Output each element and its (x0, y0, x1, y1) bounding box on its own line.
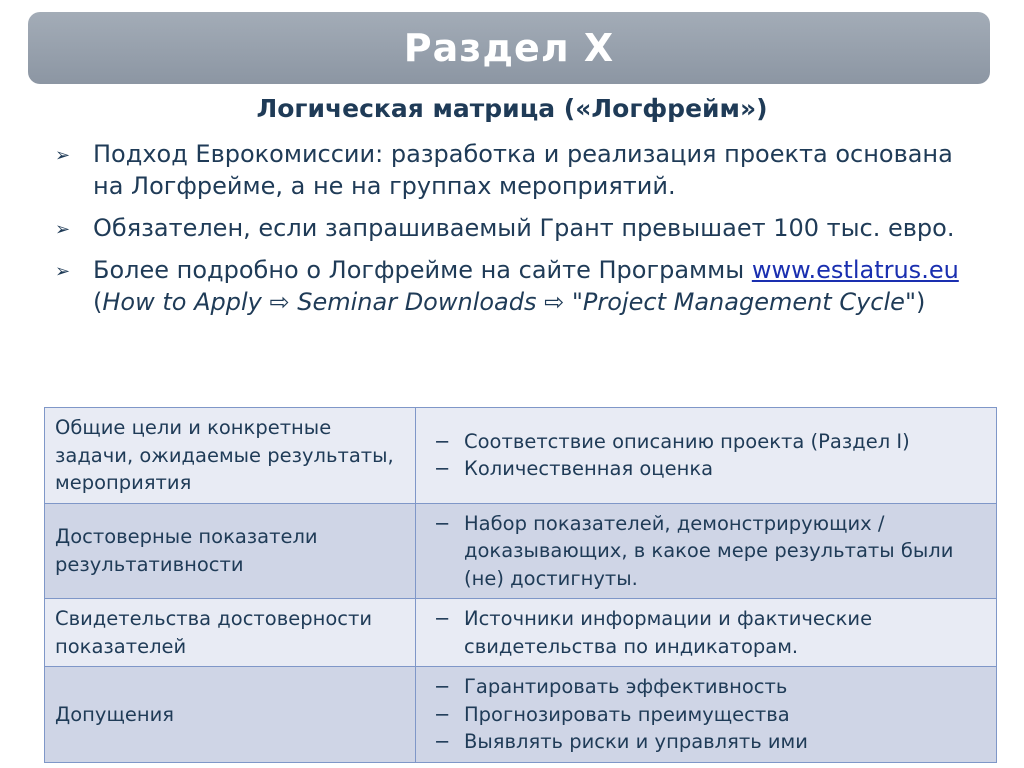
arrow-bullet-icon: ➢ (55, 219, 71, 240)
list-item (426, 428, 986, 456)
path-how-to-apply: How to Apply (102, 288, 262, 316)
item-text: Количественная оценка (464, 457, 714, 481)
table-row (45, 503, 997, 599)
dash-list (426, 605, 986, 660)
arrow-bullet-icon: ➢ (55, 261, 71, 282)
dash-icon: − (434, 457, 451, 481)
paren-close: ) (915, 288, 926, 316)
path-project-management-cycle: "Project Management Cycle" (571, 288, 916, 316)
list-item (426, 455, 986, 483)
item-text: Соответствие описанию проекта (Раздел I) (464, 429, 910, 453)
item-text: Набор показателей, демонстрирующих / доказывающих, в какое мере результаты были (не) достигнуты. (464, 511, 954, 590)
logframe-table (44, 407, 997, 763)
subtitle: Логическая матрица («Логфрейм») (256, 94, 768, 123)
title-bar (28, 12, 990, 84)
page-title: Раздел X (403, 26, 615, 70)
dash-icon: − (434, 511, 451, 535)
row-content (416, 503, 997, 599)
bullet-text: Подход Еврокомиссии: разработка и реализация проекта основана на Логфрейме, а не на группах мероприятий. (93, 140, 953, 200)
table-row (45, 599, 997, 667)
list-item (426, 728, 986, 756)
arrow-right-icon: ⇨ (544, 288, 565, 316)
dash-icon: − (434, 607, 451, 630)
row-label: Допущения (45, 667, 416, 763)
item-text: Гарантировать эффективность (464, 675, 788, 698)
dash-list (426, 673, 986, 756)
row-content (416, 667, 997, 763)
bullet-list (55, 138, 985, 328)
item-text: Выявлять риски и управлять ими (464, 730, 808, 753)
dash-icon: − (434, 429, 451, 453)
bullet-item (55, 254, 985, 318)
item-text: Прогнозировать преимущества (464, 702, 790, 726)
list-item (426, 701, 986, 729)
dash-icon: − (434, 675, 451, 698)
bullet-text: Более подробно о Логфрейме на сайте Программы (93, 256, 745, 284)
table-row (45, 667, 997, 763)
dash-list (426, 428, 986, 483)
dash-icon: − (434, 702, 451, 726)
bullet-text: Обязателен, если запрашиваемый Грант превышает 100 тыс. евро. (93, 214, 955, 242)
bullet-item (55, 138, 985, 202)
dash-list (426, 510, 986, 593)
paren-open: ( (93, 288, 103, 316)
row-label: Общие цели и конкретные задачи, ожидаемые результаты, мероприятия (45, 408, 416, 504)
bullet-item (55, 212, 985, 244)
list-item (426, 673, 986, 701)
arrow-right-icon: ⇨ (269, 288, 290, 316)
row-content (416, 599, 997, 667)
row-label: Достоверные показатели результативности (45, 503, 416, 599)
website-link[interactable]: www.estlatrus.eu (751, 256, 959, 284)
item-text: Источники информации и фактические свидетельства по индикаторам. (464, 607, 873, 658)
path-seminar-downloads: Seminar Downloads (297, 288, 537, 316)
arrow-bullet-icon: ➢ (55, 145, 71, 166)
row-content (416, 408, 997, 504)
list-item (426, 605, 986, 660)
list-item (426, 510, 986, 593)
table-row (45, 408, 997, 504)
row-label: Свидетельства достоверности показателей (45, 599, 416, 667)
dash-icon: − (434, 730, 451, 753)
